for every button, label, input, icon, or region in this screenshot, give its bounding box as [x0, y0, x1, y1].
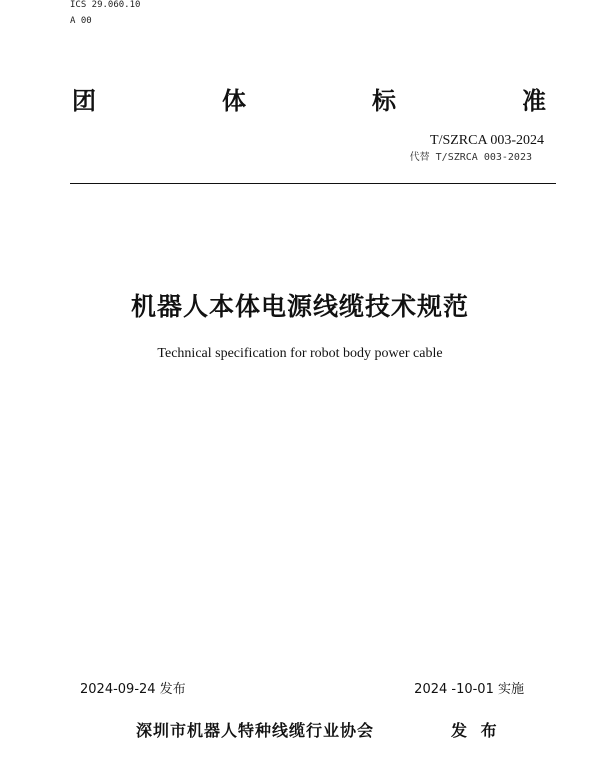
standard-type-char: 体 [222, 87, 246, 115]
ics-code: ICS 29.060.10 [70, 0, 141, 10]
publish-label: 发 布 [451, 721, 501, 740]
ccs-code: A 00 [70, 16, 92, 26]
issue-date: 2024-09-24 发布 [80, 682, 186, 697]
replaces-note: 代替 T/SZRCA 003-2023 [409, 152, 532, 163]
standard-number: T/SZRCA 003-2024 [430, 133, 544, 148]
header-divider [70, 183, 556, 184]
document-title-chinese: 机器人本体电源线缆技术规范 [130, 292, 469, 321]
publisher-name: 深圳市机器人特种线缆行业协会 [136, 721, 375, 740]
standard-type-char: 准 [522, 87, 546, 115]
implementation-date: 2024 -10-01 实施 [414, 682, 524, 697]
standard-type-char: 标 [372, 87, 396, 115]
document-title-english: Technical specification for robot body power cable [157, 346, 443, 361]
standard-type-char: 团 [72, 87, 96, 115]
